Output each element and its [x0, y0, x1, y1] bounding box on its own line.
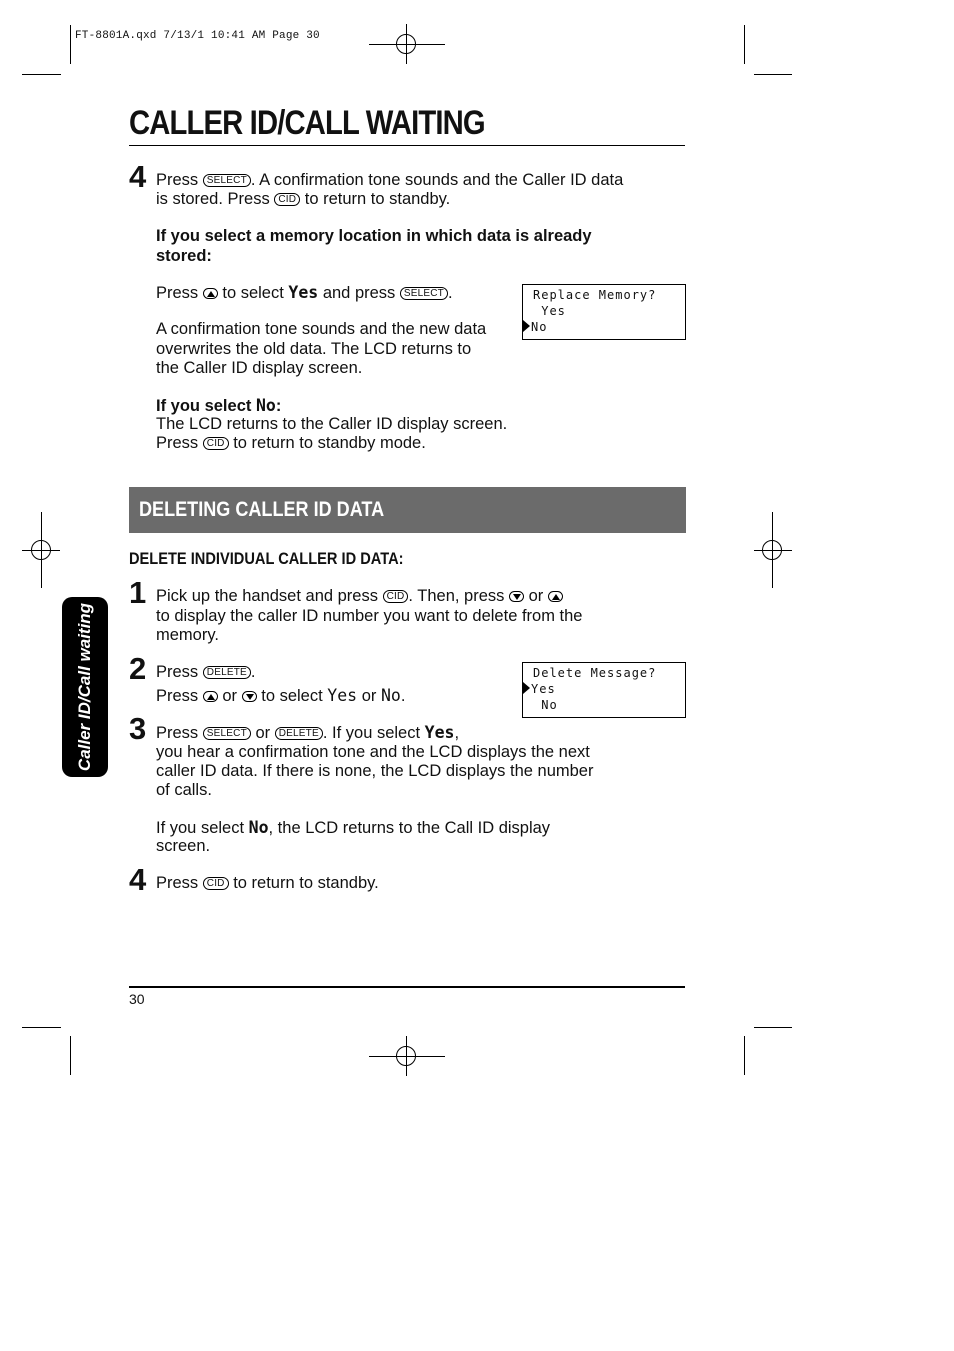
lcd-title: Delete Message? [533, 666, 657, 680]
delete-key-icon: DELETE [203, 666, 251, 679]
lcd-option-selected: Yes [523, 681, 685, 697]
section-title: DELETING CALLER ID DATA [139, 498, 385, 521]
cid-key-icon: CID [203, 877, 229, 890]
up-arrow-key-icon [203, 691, 218, 702]
step-3-no-line1: If you select No, the LCD returns to the Call ID display [156, 818, 551, 837]
lcd-option: No [541, 698, 558, 712]
lcd-pointer-icon [523, 320, 530, 332]
down-arrow-key-icon [242, 691, 257, 702]
crop-mark [70, 25, 71, 64]
lcd-delete-message [522, 662, 686, 718]
page-title: CALLER ID/CALL WAITING [129, 104, 485, 142]
up-arrow-key-icon [548, 591, 563, 602]
if-no-line3: Press CID to return to standby mode. [156, 434, 426, 452]
crop-mark [754, 74, 792, 75]
step-3-line1: Press SELECT or DELETE . If you select Yes, [156, 723, 460, 742]
crop-mark [22, 1027, 61, 1028]
step-4-bottom-line: Press CID to return to standby. [156, 874, 379, 892]
replace-instruction: Press to select Yes and press SELECT . [156, 283, 453, 302]
confirm-para-line: A confirmation tone sounds and the new data [156, 320, 487, 338]
select-key-icon: SELECT [400, 287, 448, 300]
page-number: 30 [129, 991, 145, 1007]
lcd-replace-memory [522, 284, 686, 340]
down-arrow-key-icon [509, 591, 524, 602]
step-3-no-line2: screen. [156, 837, 211, 855]
step-number: 2 [129, 651, 147, 686]
step-number: 4 [129, 159, 147, 194]
step-2-line1: Press DELETE . [156, 663, 256, 681]
step-number: 1 [129, 575, 147, 610]
step-number: 3 [129, 711, 147, 746]
if-no-heading: If you select No: [156, 396, 282, 415]
select-key-icon: SELECT [203, 727, 251, 740]
if-no-line2: The LCD returns to the Caller ID display screen. [156, 415, 508, 433]
side-tab [62, 597, 108, 777]
lcd-option: Yes [541, 304, 566, 318]
title-rule [129, 145, 685, 146]
crop-mark [754, 1027, 792, 1028]
crop-mark [744, 1036, 745, 1075]
file-slug: FT-8801A.qxd 7/13/1 10:41 AM Page 30 [75, 30, 320, 42]
step-1-line3: memory. [156, 626, 219, 644]
select-key-icon: SELECT [203, 174, 251, 187]
crop-mark [70, 1036, 71, 1075]
crop-mark [744, 25, 745, 64]
lcd-pointer-icon [523, 682, 530, 694]
step-1-line1: Pick up the handset and press CID . Then, press or [156, 587, 563, 607]
step-number: 4 [129, 862, 147, 897]
cid-key-icon: CID [274, 193, 300, 206]
step-1-line2: to display the caller ID number you want to delete from the [156, 607, 583, 625]
footer-rule [129, 986, 685, 988]
cid-key-icon: CID [203, 437, 229, 450]
step-3-line: caller ID data. If there is none, the LCD displays the number [156, 762, 594, 780]
step-3-line: you hear a confirmation tone and the LCD displays the next [156, 743, 590, 761]
lcd-option-selected: No [523, 319, 685, 335]
memory-note-line2: stored: [156, 247, 212, 265]
step-3-line: of calls. [156, 781, 212, 799]
step-2-line2: Press or to select Yes or No. [156, 686, 406, 705]
confirm-para-line: the Caller ID display screen. [156, 359, 363, 377]
cid-key-icon: CID [383, 590, 409, 603]
confirm-para-line: overwrites the old data. The LCD returns to [156, 340, 472, 358]
side-tab-label: Caller ID/Call waiting [75, 602, 94, 772]
step-4-text-line2: is stored. Press CID to return to standby. [156, 190, 451, 208]
step-4-text-line1: Press SELECT . A confirmation tone sounds and the Caller ID data [156, 171, 624, 189]
delete-key-icon: DELETE [275, 727, 323, 740]
lcd-title: Replace Memory? [533, 288, 657, 302]
memory-note-line1: If you select a memory location in which data is already [156, 227, 592, 245]
subheading: DELETE INDIVIDUAL CALLER ID DATA: [129, 549, 404, 568]
crop-mark [22, 74, 61, 75]
up-arrow-key-icon [203, 288, 218, 299]
